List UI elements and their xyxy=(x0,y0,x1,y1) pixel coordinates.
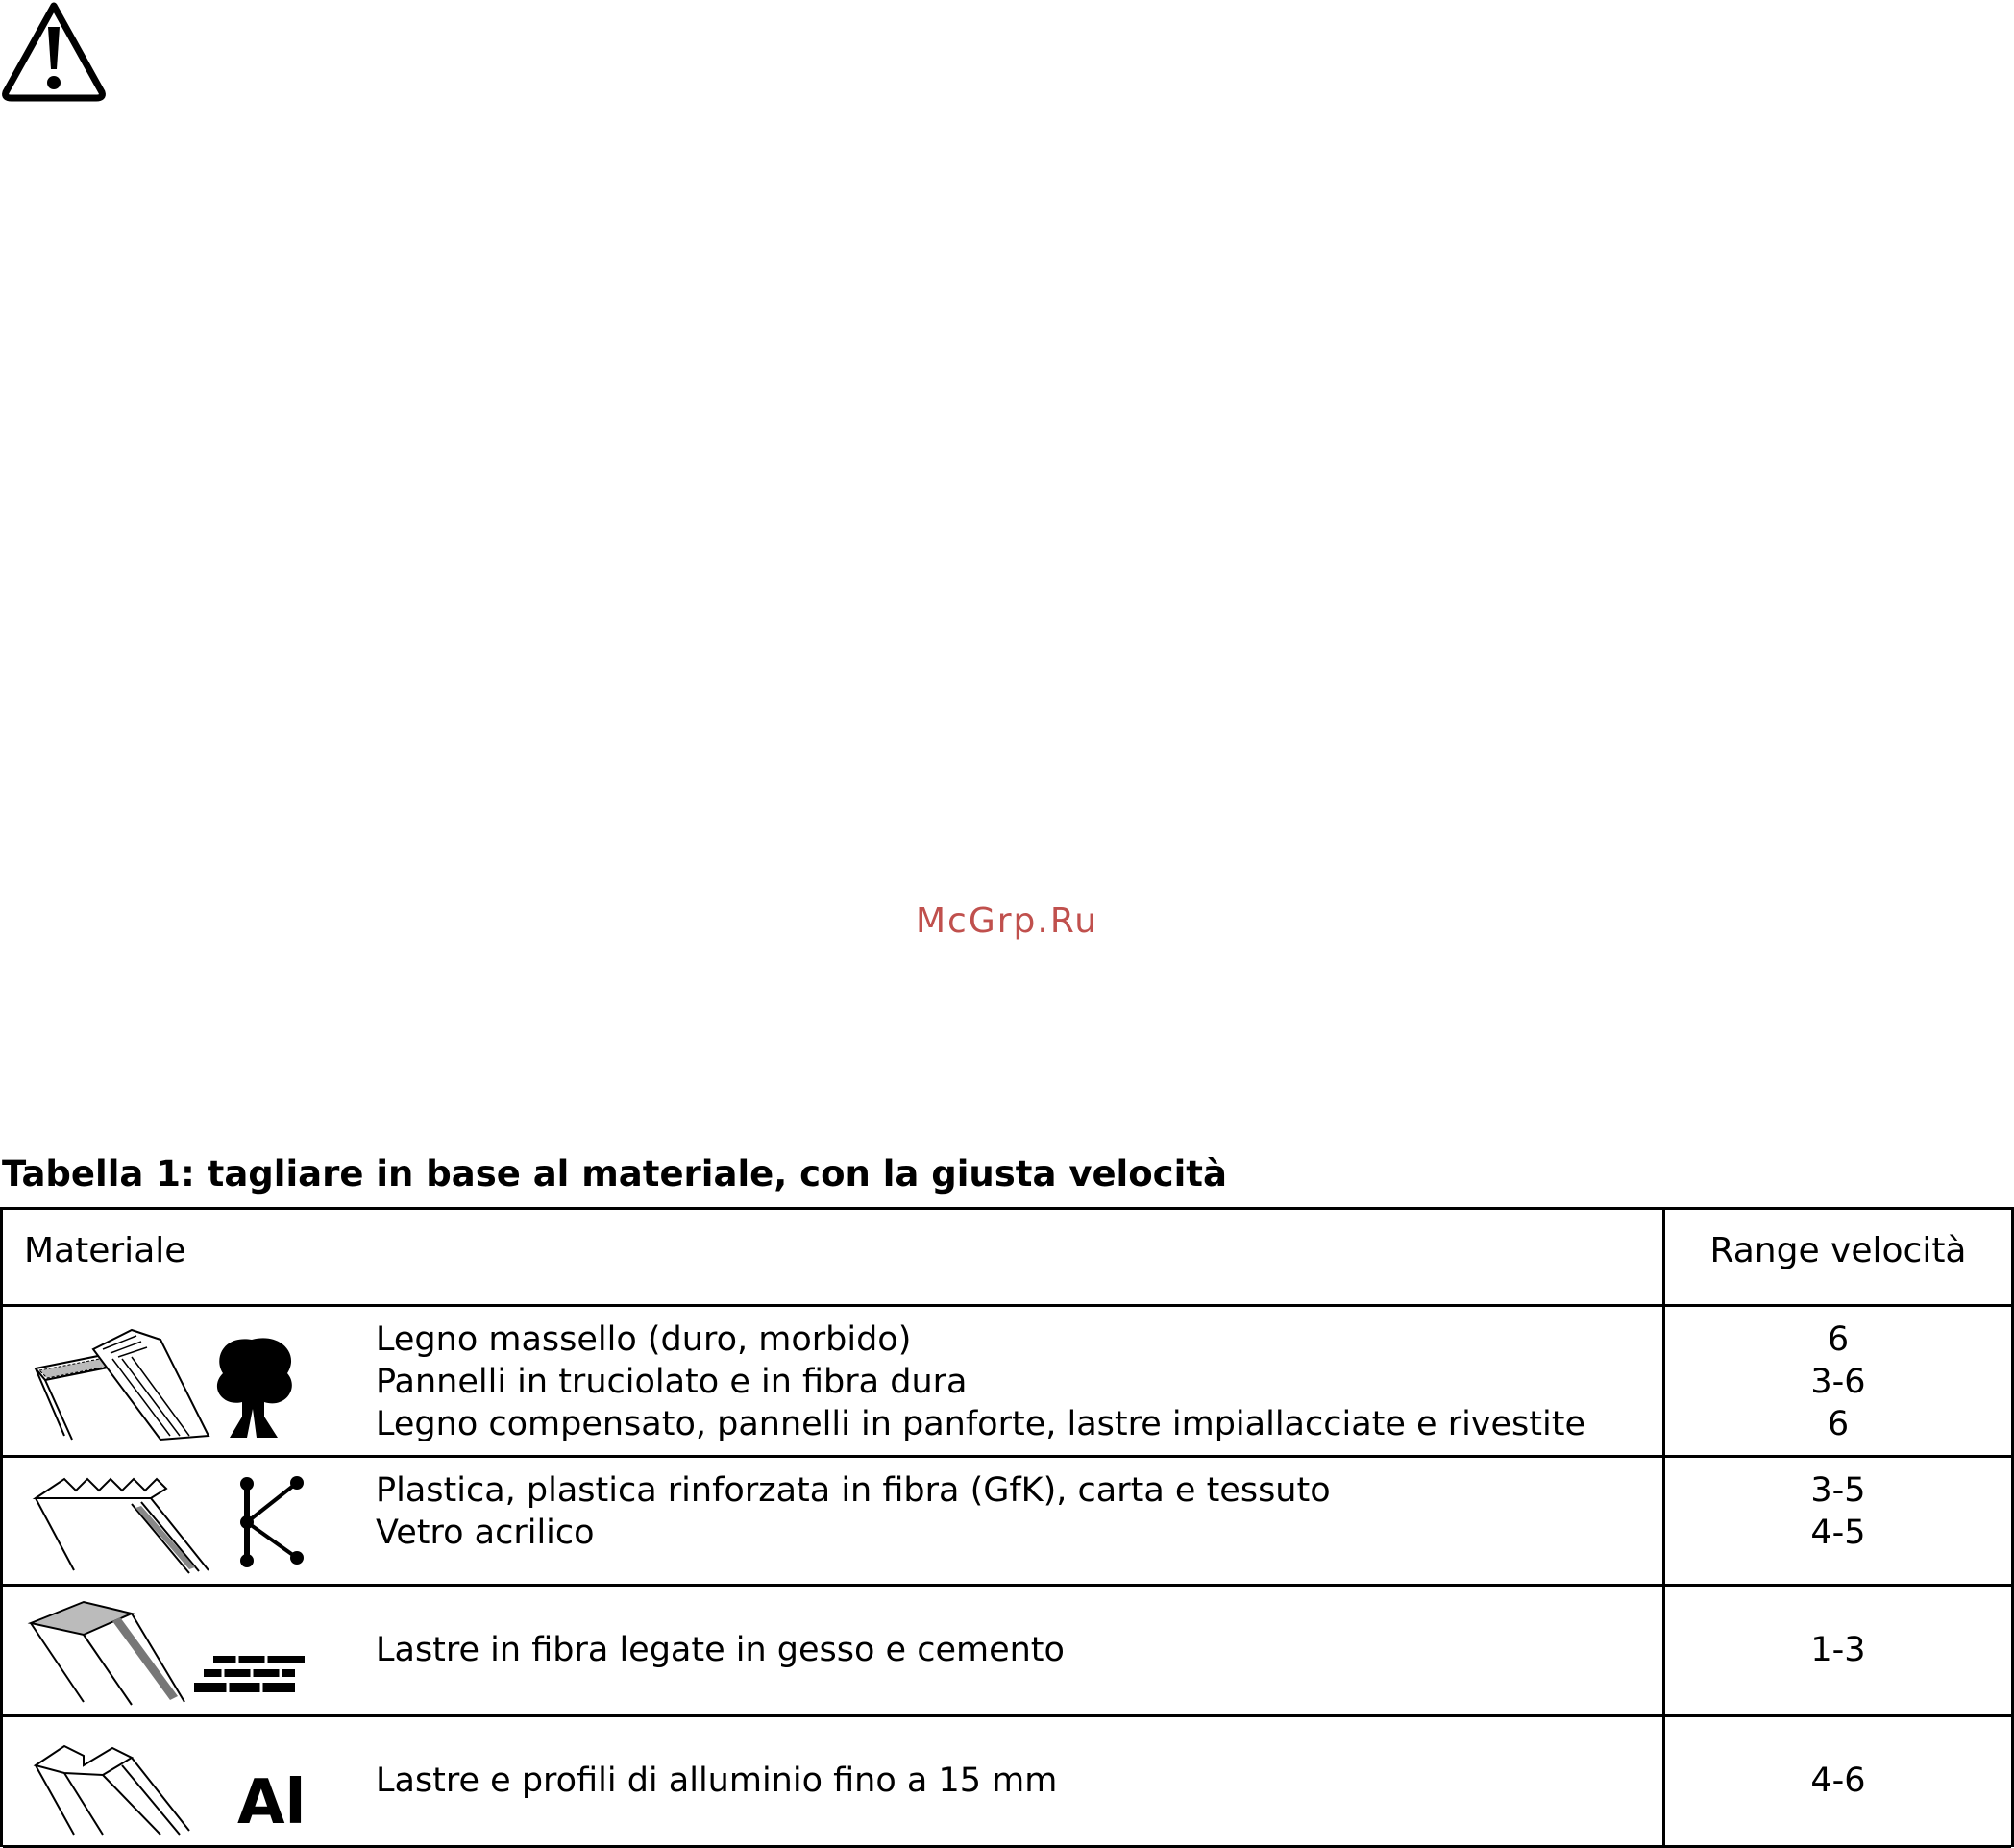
speed-value: 4-6 xyxy=(1810,1762,1866,1800)
material-item: Lastre e profili di alluminio fino a 15 mm xyxy=(376,1762,1058,1800)
aluminium-icon-label: Al xyxy=(237,1767,307,1838)
speed-value: 3-6 xyxy=(1810,1363,1866,1401)
material-item: Lastre in fibra legate in gesso e cemento xyxy=(376,1631,1065,1669)
material-item: Vetro acrilico xyxy=(376,1514,595,1552)
material-item: Plastica, plastica rinforzata in fibra (GfK), carta e tessuto xyxy=(376,1471,1331,1510)
brick-fiberboard-icon xyxy=(26,1594,314,1710)
aluminium-profile-icon xyxy=(26,1727,314,1842)
speed-value: 6 xyxy=(1827,1405,1850,1443)
header-speed: Range velocità xyxy=(1709,1231,1967,1270)
material-list xyxy=(376,1760,1057,1802)
material-speed-table xyxy=(0,1207,2014,1847)
speed-value: 6 xyxy=(1827,1320,1850,1359)
header-material: Materiale xyxy=(24,1231,186,1270)
speed-list xyxy=(1665,1760,2011,1802)
speed-value: 1-3 xyxy=(1810,1631,1866,1669)
table-title: Tabella 1: tagliare in base al materiale, con la giusta velocità xyxy=(2,1153,1227,1195)
material-list xyxy=(376,1469,1331,1554)
table-header-row xyxy=(3,1210,2011,1307)
watermark: McGrp.Ru xyxy=(915,901,1099,941)
table-row xyxy=(3,1307,2011,1458)
speed-value: 3-5 xyxy=(1810,1471,1866,1510)
table-row xyxy=(3,1717,2011,1848)
speed-list xyxy=(1665,1629,2011,1671)
wood-tree-icon xyxy=(26,1320,314,1445)
speed-list xyxy=(1665,1318,2011,1445)
material-list xyxy=(376,1318,1585,1445)
material-list xyxy=(376,1629,1065,1671)
table-row xyxy=(3,1587,2011,1717)
material-item: Legno massello (duro, morbido) xyxy=(376,1320,912,1359)
plastic-k-icon xyxy=(26,1469,314,1575)
material-item: Legno compensato, pannelli in panforte, lastre impiallacciate e rivestite xyxy=(376,1405,1585,1443)
speed-value: 4-5 xyxy=(1810,1514,1866,1552)
speed-list xyxy=(1665,1469,2011,1554)
warning-icon xyxy=(0,0,108,102)
material-item: Pannelli in truciolato e in fibra dura xyxy=(376,1363,968,1401)
table-row xyxy=(3,1458,2011,1587)
